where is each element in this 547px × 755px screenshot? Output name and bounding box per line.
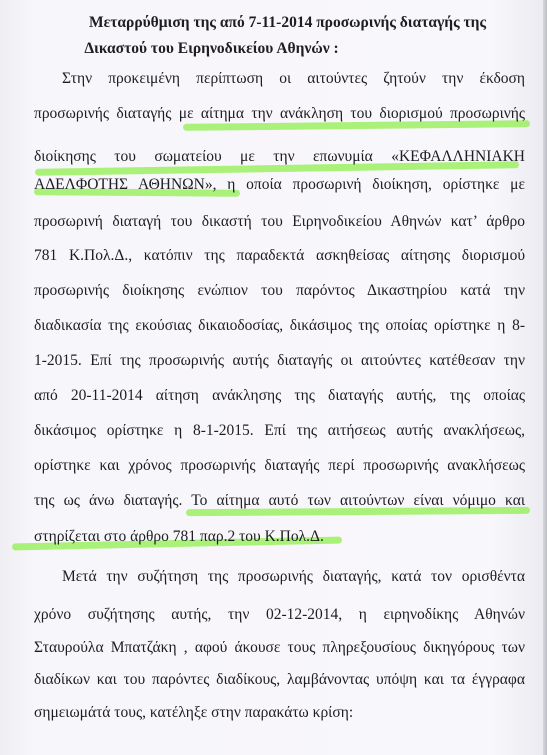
- paragraph-line: προσωρινή διαταγή του δικαστή του Ειρηνοδικείου Αθηνών κατ’ άρθρο: [34, 213, 525, 230]
- paragraph-line: διοίκησης του σωματείου με την επωνυμία «ΚΕΦΑΛΛΗΝΙΑΚΗ: [34, 148, 525, 165]
- paragraph-line: χρόνο συζήτησης αυτής, την 02-12-2014, η ειρηνοδίκης Αθηνών: [34, 606, 525, 623]
- paragraph-line: 1-2015. Επί της προσωρινής αυτής διαταγής οι αιτούντες κατέθεσαν την: [34, 352, 525, 369]
- paragraph-line: ορίστηκε και χρόνος προσωρινής διαταγής περί προσωρινής ανακλήσεως: [34, 457, 525, 474]
- page-edge-shadow: [543, 0, 547, 755]
- paragraph-line: στηρίζεται στο άρθρο 781 παρ.2 του Κ.Πολ.Δ.: [34, 528, 324, 545]
- paragraph-line: από 20-11-2014 αίτηση ανάκλησης της διαταγής αυτής, της οποίας: [34, 387, 525, 404]
- paragraph-line: Σταυρούλα Μπατζάκη , αφού άκουσε τους πληρεξουσίους δικηγόρους των: [34, 639, 525, 656]
- paragraph-line: προσωρινής διοίκησης ενώπιον του παρόντος Δικαστηρίου κατά την: [34, 282, 525, 299]
- paragraph-line: 781 Κ.Πολ.Δ., κατόπιν της παραδεκτά ασκηθείσας αίτησης διορισμού: [34, 247, 525, 264]
- paragraph-line: διαδίκων και του παρόντες διαδίκους, λαμβάνοντας υπόψη και τα έγγραφα: [34, 671, 525, 688]
- document-title-line-2: Δικαστού του Ειρηνοδικείου Αθηνών :: [84, 40, 339, 57]
- paragraph-line: διαδικασία της εκούσιας δικαιοδοσίας, δικάσιμος της οποίας ορίστηκε η 8-: [34, 317, 525, 334]
- paragraph-line: της ως άνω διαταγής. Το αίτημα αυτό των αιτούντων είναι νόμιμο και: [34, 492, 525, 509]
- paragraph-line: Στην προκειμένη περίπτωση οι αιτούντες ζητούν την έκδοση: [62, 70, 525, 87]
- paragraph-line: σημειωμάτά τους, κατέληξε στην παρακάτω κρίση:: [34, 704, 354, 721]
- paragraph-line: ΑΔΕΛΦΟΤΗΣ ΑΘΗΝΩΝ», η οποία προσωρινή διοίκηση, ορίστηκε με: [34, 176, 525, 193]
- document-title-line-1: Μεταρρύθμιση της από 7-11-2014 προσωρινής διαταγής της: [89, 14, 486, 31]
- paragraph-line: δικάσιμος ορίστηκε η 8-1-2015. Επί της αιτήσεως αυτής ανακλήσεως,: [34, 422, 525, 439]
- paragraph-line: προσωρινής διαταγής με αίτημα την ανάκληση του διορισμού προσωρινής: [34, 105, 525, 122]
- paragraph-line: Μετά την συζήτηση της προσωρινής διαταγής, κατά τον ορισθέντα: [62, 568, 525, 585]
